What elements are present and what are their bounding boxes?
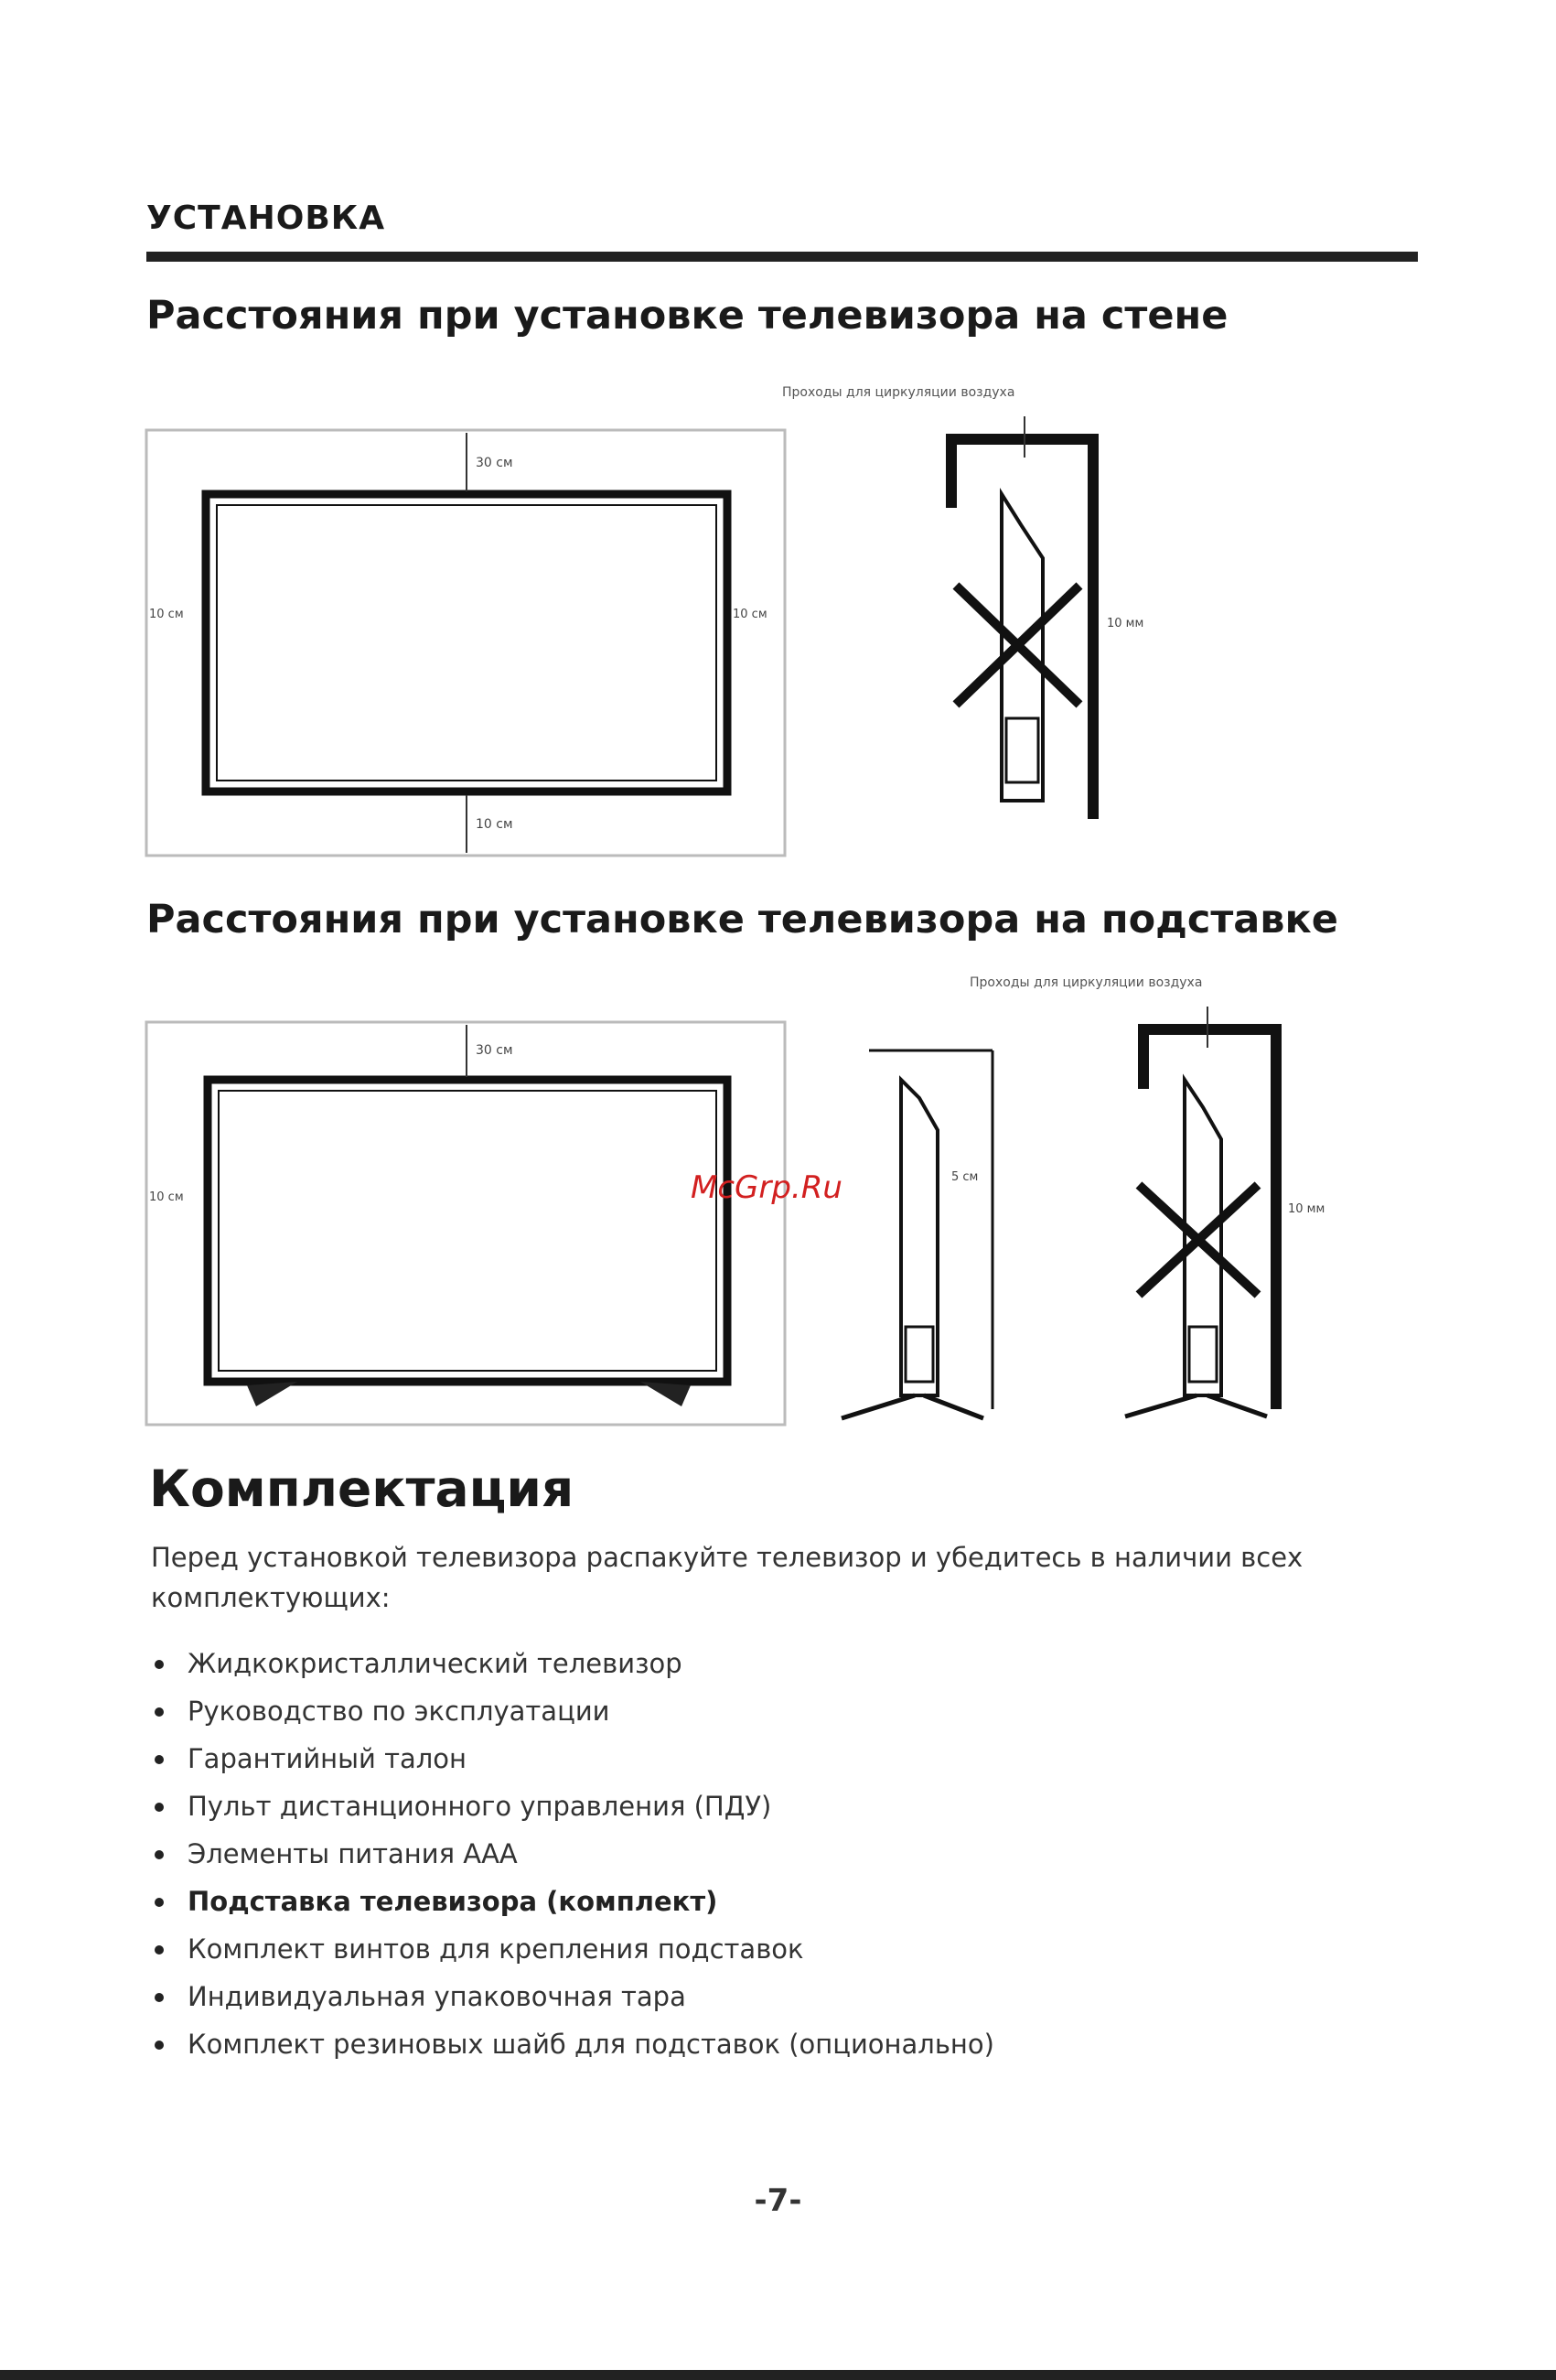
wall-side-diagram (782, 380, 1203, 837)
list-item: Комплект резиновых шайб для подставок (опционально) (151, 2020, 994, 2068)
package-title: Комплектация (149, 1459, 574, 1518)
stand-side-label: Проходы для циркуляции воздуха (970, 975, 1203, 990)
stand-front-diagram (142, 1018, 791, 1429)
list-item: Пульт дистанционного управления (ПДУ) (151, 1782, 994, 1830)
list-item: Элементы питания ААА (151, 1830, 994, 1878)
tv-front (206, 494, 727, 792)
stand-top-gap: 30 см (476, 1043, 513, 1058)
stand-left-gap: 10 см (149, 1190, 184, 1204)
stand-title: Расстояния при установке телевизора на подставке (146, 897, 1338, 942)
header-rule (146, 252, 1418, 262)
wall-mount-title: Расстояния при установке телевизора на стене (146, 293, 1229, 339)
right-gap-label: 10 см (733, 608, 767, 621)
list-item: Жидкокристаллический телевизор (151, 1640, 994, 1687)
stand-side-crossed-diagram (960, 970, 1345, 1427)
package-intro: Перед установкой телевизора распакуйте телевизор и убедитесь в наличии всех комплектующих: (151, 1542, 1304, 1613)
bottom-gap-label: 10 см (476, 817, 513, 832)
watermark: McGrp.Ru (691, 1169, 842, 1206)
tv-front-stand (208, 1080, 727, 1382)
list-item: Индивидуальная упаковочная тара (151, 1973, 994, 2020)
list-item: Гарантийный талон (151, 1735, 994, 1782)
page-number: -7- (754, 2182, 802, 2219)
stand-side-gap-b: 10 мм (1288, 1202, 1325, 1216)
wall-front-diagram (142, 425, 791, 860)
package-list (151, 1640, 994, 2068)
bottom-rule (0, 2370, 1556, 2380)
section-label: УСТАНОВКА (146, 199, 386, 237)
left-gap-label: 10 см (149, 608, 184, 621)
list-item: Подставка телевизора (комплект) (151, 1878, 994, 1925)
list-item: Комплект винтов для крепления подставок (151, 1925, 994, 1973)
wall-side-label: Проходы для циркуляции воздуха (782, 385, 1015, 400)
list-item: Руководство по эксплуатации (151, 1687, 994, 1735)
stand-side-gap-a: 5 см (951, 1170, 979, 1184)
wall-side-gap: 10 мм (1107, 617, 1144, 630)
top-gap-label: 30 см (476, 456, 513, 470)
